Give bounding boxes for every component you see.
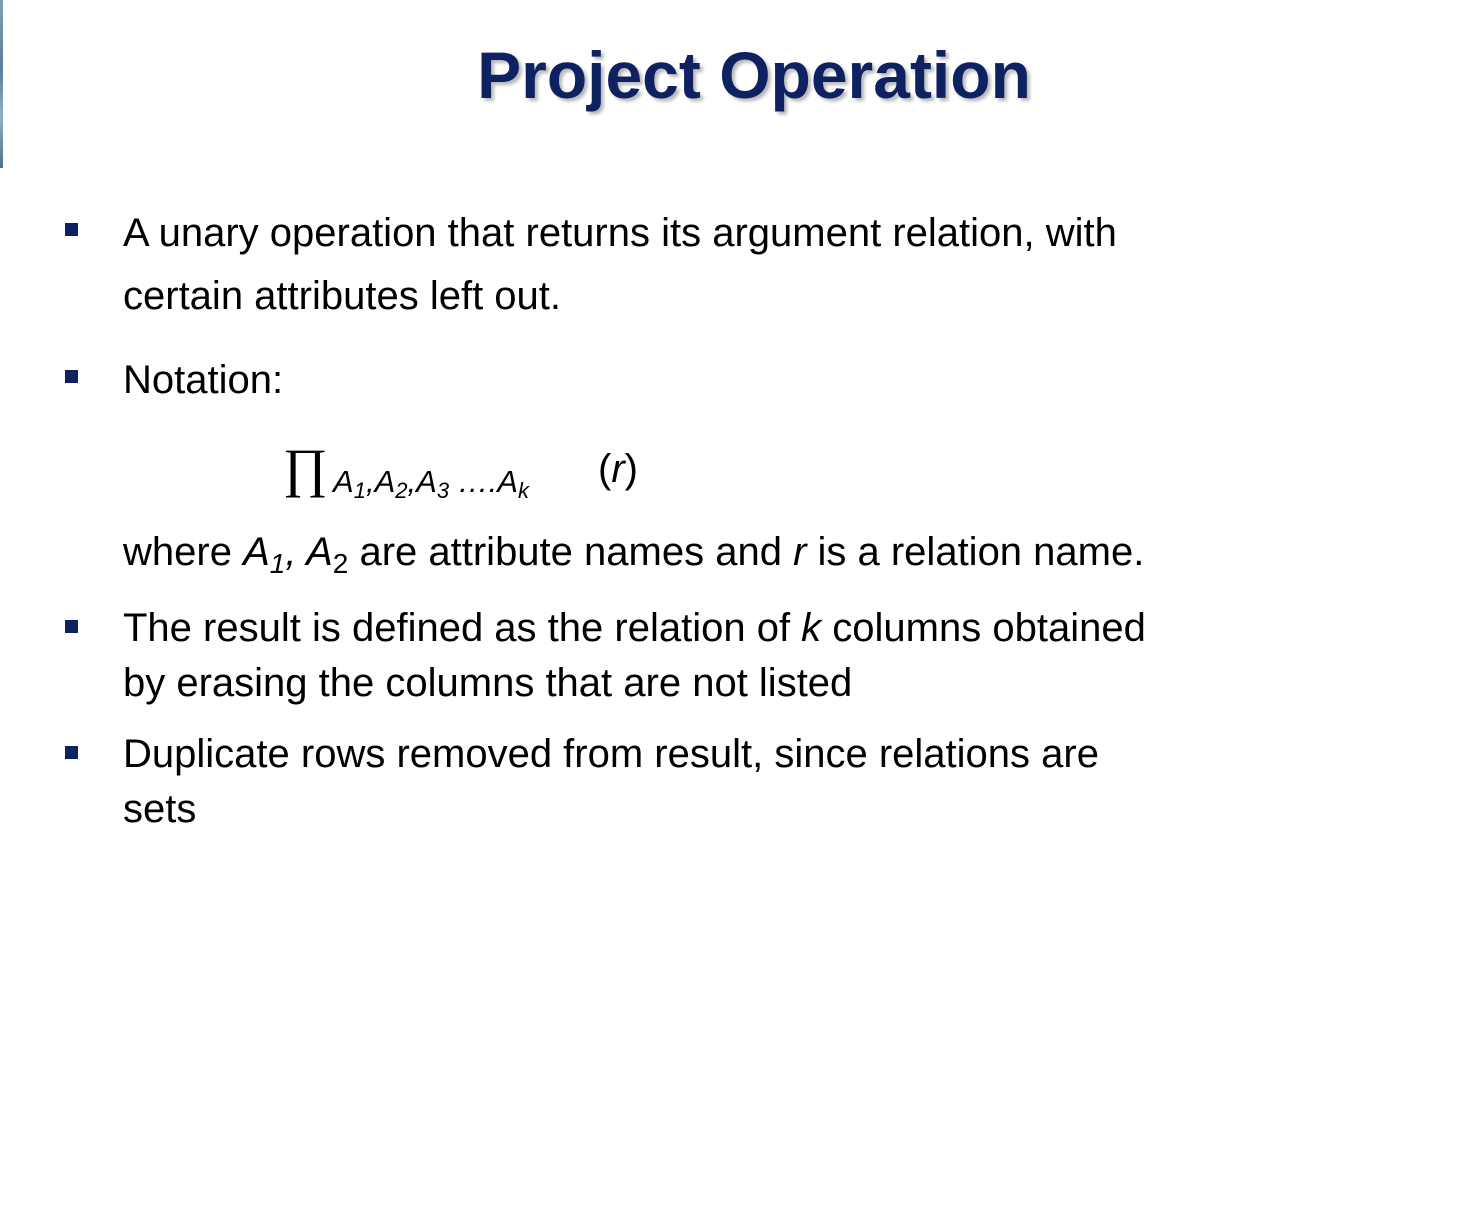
projection-attribute-list: $A_1,A_2,A_3$ $\dots.A_k$	[333, 464, 529, 503]
bullet-4-text	[123, 727, 1099, 837]
bullet-3-text	[123, 601, 1146, 711]
projection-argument: (r)	[598, 447, 638, 491]
where-explanation: where $A_1$, $A_2$ are attribute names and r is a relation name.	[123, 530, 1145, 579]
bullet-1-text	[123, 202, 1117, 328]
notation-label: Notation:	[123, 358, 284, 402]
bullet-4-line-1: Duplicate rows removed from result, since relations are	[123, 732, 1099, 776]
bullet-marker	[65, 746, 78, 759]
bullet-4-line-2: sets	[123, 787, 197, 831]
projection-pi-symbol: ∏	[283, 438, 328, 498]
bullet-marker	[65, 370, 78, 383]
bullet-2-text	[123, 349, 283, 412]
bullet-1-line-2: certain attributes left out.	[123, 274, 562, 318]
bullet-marker	[65, 223, 78, 236]
bullet-3-line-2: by erasing the columns that are not listed	[123, 661, 853, 705]
bullet-marker	[65, 620, 78, 633]
bullet-1-line-1: A unary operation that returns its argument relation, with	[123, 211, 1117, 255]
slide-title: Project Operation	[477, 38, 1031, 112]
bullet-3-line-1: The result is defined as the relation of k columns obtained	[123, 606, 1146, 650]
